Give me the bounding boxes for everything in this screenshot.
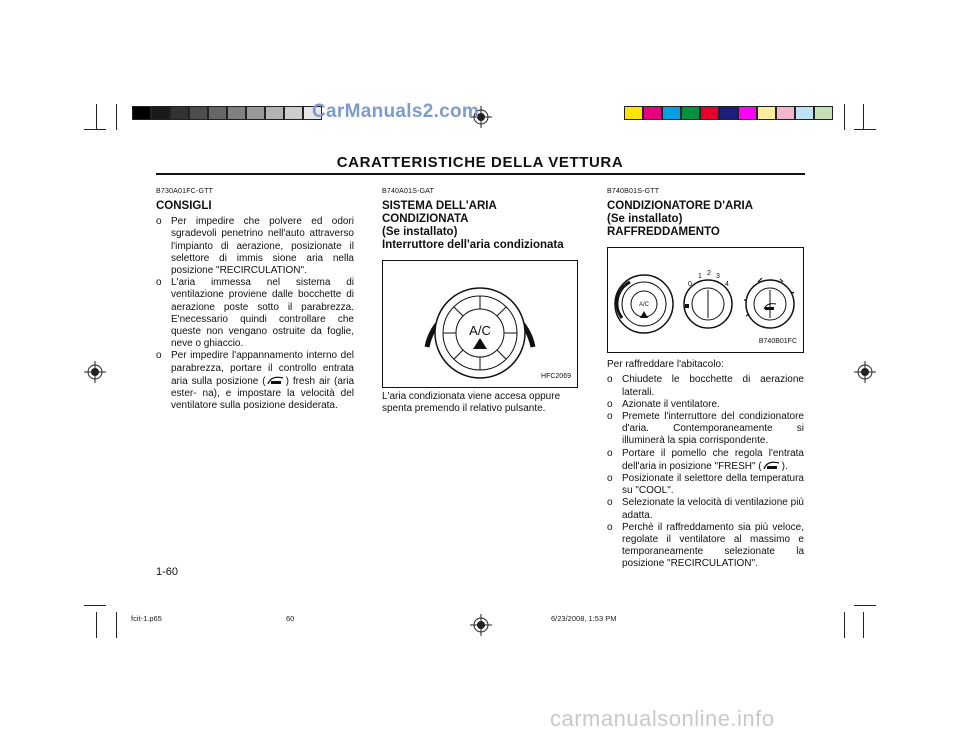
list-item: o Premete l'interruttore del condizionatore d'aria. Contemporaneamente si illuminerà la spia corrispondente.	[607, 411, 804, 448]
ac-switch-figure	[382, 260, 578, 388]
calibration-swatch	[681, 106, 700, 120]
page-number: 1-60	[156, 566, 179, 578]
calibration-swatch	[662, 106, 681, 120]
section-cooling	[607, 186, 804, 571]
list-item: o Azionate il ventilatore.	[607, 399, 804, 411]
calibration-swatch	[700, 106, 719, 120]
figure-code: HFC2069	[541, 373, 571, 380]
section-code: B740B01S-GTT	[607, 188, 660, 195]
calibration-swatch	[738, 106, 757, 120]
tips-list	[156, 216, 354, 412]
ac-knob-illustration	[383, 261, 577, 387]
calibration-swatch	[757, 106, 776, 120]
svg-text:2: 2	[707, 270, 711, 278]
svg-text:4: 4	[725, 281, 729, 289]
page-header: CARATTERISTICHE DELLA VETTURA	[336, 154, 624, 171]
calibration-swatch	[265, 106, 284, 120]
grayscale-calibration-strip	[132, 106, 322, 120]
list-item: o Posizionate il selettore della temperatura su "COOL".	[607, 473, 804, 497]
list-item: o Chiudete le bocchette di aerazione laterali.	[607, 374, 804, 398]
fresh-air-icon	[762, 460, 782, 471]
bottom-watermark: carmanualsonline.info	[550, 706, 775, 731]
calibration-swatch	[776, 106, 795, 120]
section-air-conditioning	[382, 186, 578, 416]
section-code: B740A01S-GAT	[382, 188, 435, 195]
color-calibration-strip	[624, 106, 833, 120]
calibration-swatch	[208, 106, 227, 120]
section-title: CONSIGLI	[156, 200, 212, 213]
list-item: o Per impedire che polvere ed odori sgradevoli penetrino nell'auto attraverso l'impianto di aerazione, posizionate il selettore di immis sione aria nella posizione "RECIRCULATION".	[156, 216, 354, 277]
calibration-swatch	[795, 106, 814, 120]
footer-date: 6/23/2008, 1:53 PM	[551, 614, 617, 623]
figure-code: B740B01FC	[758, 338, 797, 345]
list-item: o Perchè il raffreddamento sia più veloce, regolate il ventilatore al massimo e temporaneamente selezionate la posizione "RECIRCULATION".	[607, 522, 804, 571]
list-item: o L'aria immessa nel sistema di ventilazione proviene dalle bocchette di aerazione poste sotto il parabrezza. E'necessario quindi controllare che queste non vengano ostruite da foglie, neve o ghiaccio.	[156, 277, 354, 350]
section-subtitle: RAFFREDDAMENTO	[607, 226, 720, 239]
svg-text:3: 3	[716, 273, 720, 281]
svg-text:A/C: A/C	[469, 323, 491, 339]
section-consigli	[156, 186, 354, 412]
list-item: o Per impedire l'appannamento interno del parabrezza, portare il controllo entrata aria sulla posizione ( ) fresh air (aria ester- na), e impostare la velocità del ventilatore sulla posizione desiderata.	[156, 350, 354, 412]
calibration-swatch	[814, 106, 833, 120]
site-watermark: CarManuals2.com	[312, 101, 480, 122]
registration-mark-icon	[470, 614, 492, 636]
fresh-air-icon	[266, 375, 286, 386]
header-rule	[156, 173, 805, 175]
footer-filename: fcit-1.p65	[131, 614, 162, 623]
calibration-swatch	[189, 106, 208, 120]
calibration-swatch	[284, 106, 303, 120]
svg-text:1: 1	[698, 273, 702, 281]
figure-caption: L'aria condizionata viene accesa oppure spenta premendo il relativo pulsante.	[382, 391, 561, 415]
calibration-swatch	[719, 106, 738, 120]
section-title: SISTEMA DELL'ARIA CONDIZIONATA	[382, 200, 497, 226]
calibration-swatch	[170, 106, 189, 120]
cooling-steps-list	[607, 374, 804, 570]
section-subtitle: (Se installato)	[607, 213, 683, 226]
list-item: o Selezionate la velocità di ventilazione più adatta.	[607, 497, 804, 521]
calibration-swatch	[246, 106, 265, 120]
registration-mark-icon	[854, 361, 876, 383]
calibration-swatch	[227, 106, 246, 120]
list-item: o Portare il pomello che regola l'entrata dell'aria in posizione "FRESH" ( ).	[607, 448, 804, 473]
calibration-swatch	[624, 106, 643, 120]
calibration-swatch	[132, 106, 151, 120]
section-subtitle: Interruttore dell'aria condizionata	[382, 239, 564, 252]
calibration-swatch	[643, 106, 662, 120]
svg-text:A/C: A/C	[638, 302, 650, 309]
section-subtitle: (Se installato)	[382, 226, 458, 239]
intro-text: Per raffreddare l'abitacolo:	[607, 359, 724, 371]
climate-controls-figure	[607, 247, 804, 353]
section-title: CONDIZIONATORE D'ARIA	[607, 200, 754, 213]
calibration-swatch	[151, 106, 170, 120]
svg-text:0: 0	[688, 281, 692, 289]
registration-mark-icon	[84, 361, 106, 383]
section-code: B730A01FC-GTT	[156, 188, 214, 195]
footer-page: 60	[286, 614, 295, 623]
